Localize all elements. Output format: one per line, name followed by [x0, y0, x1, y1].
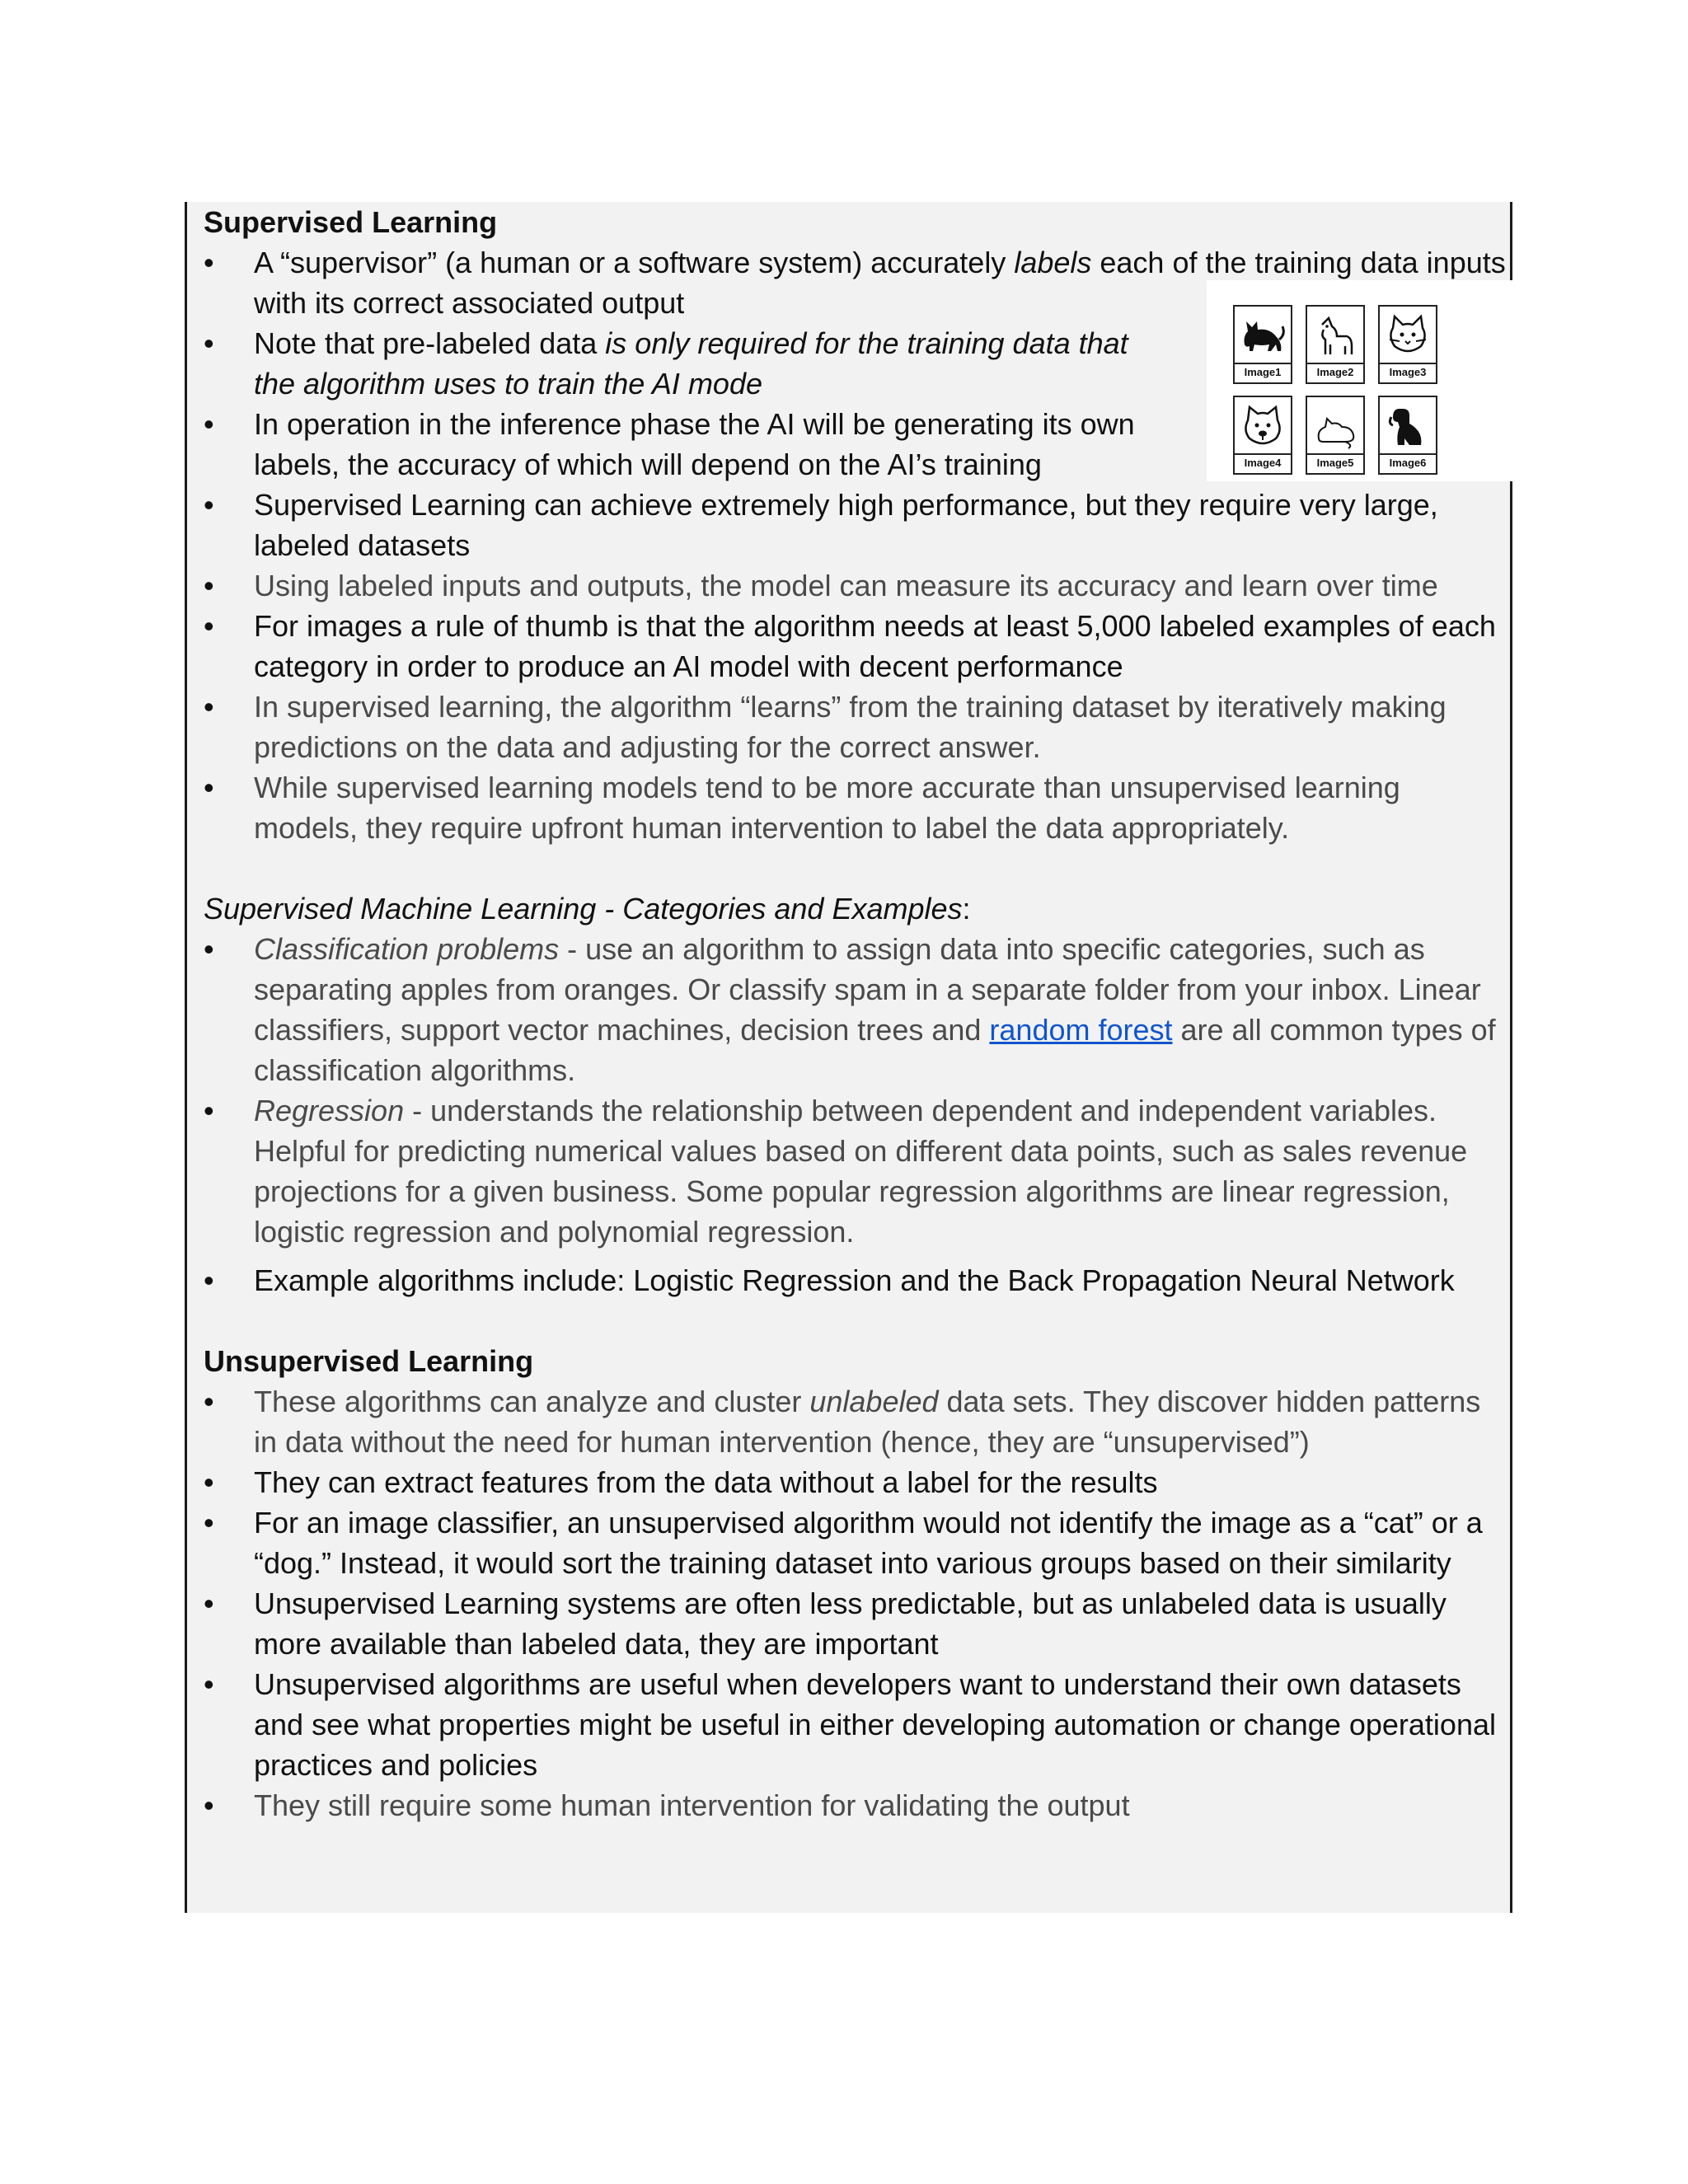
image-caption: Image1 [1235, 363, 1291, 382]
image-caption: Image5 [1307, 453, 1363, 473]
list-item: • They still require some human intervention for validating the output [204, 1785, 1506, 1825]
cat-lying-icon [1312, 402, 1358, 453]
list-item: • While supervised learning models tend to be more accurate than unsupervised learning models, they require upfront human intervention to label the data appropriately. [204, 767, 1506, 848]
cat-face-icon [1385, 312, 1431, 363]
image-tile [1306, 305, 1365, 384]
image-caption: Image4 [1235, 453, 1291, 473]
random-forest-link[interactable]: random forest [989, 1013, 1173, 1047]
list-item: • A “supervisor” (a human or a software system) accurately labels each of the training data inputs with its correct associated output [204, 242, 1506, 323]
cat-silhouette-icon [1240, 312, 1286, 363]
dog-face-icon [1240, 402, 1286, 453]
unsupervised-list [204, 1381, 1506, 1825]
categories-list [204, 929, 1506, 1301]
list-item: • These algorithms can analyze and cluster unlabeled data sets. They discover hidden patterns in data without the need for human intervention (hence, they are “unsupervised”) [204, 1381, 1506, 1462]
image-tile [1233, 305, 1292, 384]
list-item: • Unsupervised algorithms are useful when developers want to understand their own datasets and see what properties might be useful in either developing automation or change operational practices and policies [204, 1664, 1506, 1785]
dog-outline-icon [1312, 312, 1358, 363]
list-item: • Using labeled inputs and outputs, the model can measure its accuracy and learn over time [204, 565, 1506, 606]
categories-heading: Supervised Machine Learning - Categories and Examples: [204, 892, 971, 926]
list-item: • Supervised Learning can achieve extremely high performance, but they require very large, labeled datasets [204, 485, 1506, 565]
image-caption: Image6 [1380, 453, 1436, 473]
list-item: • For an image classifier, an unsupervised algorithm would not identify the image as a “cat” or a “dog.” Instead, it would sort the training dataset into various groups based on their similarity [204, 1502, 1506, 1583]
list-item: • In supervised learning, the algorithm “learns” from the training dataset by iteratively making predictions on the data and adjusting for the correct answer. [204, 687, 1506, 767]
list-item: • Note that pre-labeled data is only required for the training data that the algorithm uses to train the AI mode [204, 323, 1177, 404]
list-item: • For images a rule of thumb is that the algorithm needs at least 5,000 labeled examples of each category in order to produce an AI model with decent performance [204, 606, 1506, 687]
list-item: • Classification problems - use an algorithm to assign data into specific categories, such as separating apples from oranges. Or classify spam in a separate folder from your inbox. Linear classifiers, support vector machines, decision trees and random forest are all common types of classification algorithms. [204, 929, 1506, 1090]
image-tile [1233, 396, 1292, 475]
list-item: • Regression - understands the relationship between dependent and independent variables. Helpful for predicting numerical values based on different data points, such as sales revenue projections for a given business. Some popular regression algorithms are linear regression, logistic regression and polynomial regression. [204, 1090, 1506, 1252]
image-tile [1378, 396, 1437, 475]
list-item: • Unsupervised Learning systems are often less predictable, but as unlabeled data is usually more available than labeled data, they are important [204, 1583, 1506, 1664]
dog-sitting-icon [1385, 402, 1431, 453]
image-tile [1378, 305, 1437, 384]
unsupervised-heading: Unsupervised Learning [204, 1344, 534, 1378]
image-grid-figure [1207, 280, 1513, 481]
image-caption: Image2 [1307, 363, 1363, 382]
image-caption: Image3 [1380, 363, 1436, 382]
image-tile [1306, 396, 1365, 475]
supervised-heading: Supervised Learning [204, 205, 498, 239]
list-item: • They can extract features from the data without a label for the results [204, 1462, 1506, 1502]
list-item: • Example algorithms include: Logistic Regression and the Back Propagation Neural Network [204, 1260, 1506, 1301]
list-item: • In operation in the inference phase the AI will be generating its own labels, the accuracy of which will depend on the AI’s training [204, 404, 1177, 485]
